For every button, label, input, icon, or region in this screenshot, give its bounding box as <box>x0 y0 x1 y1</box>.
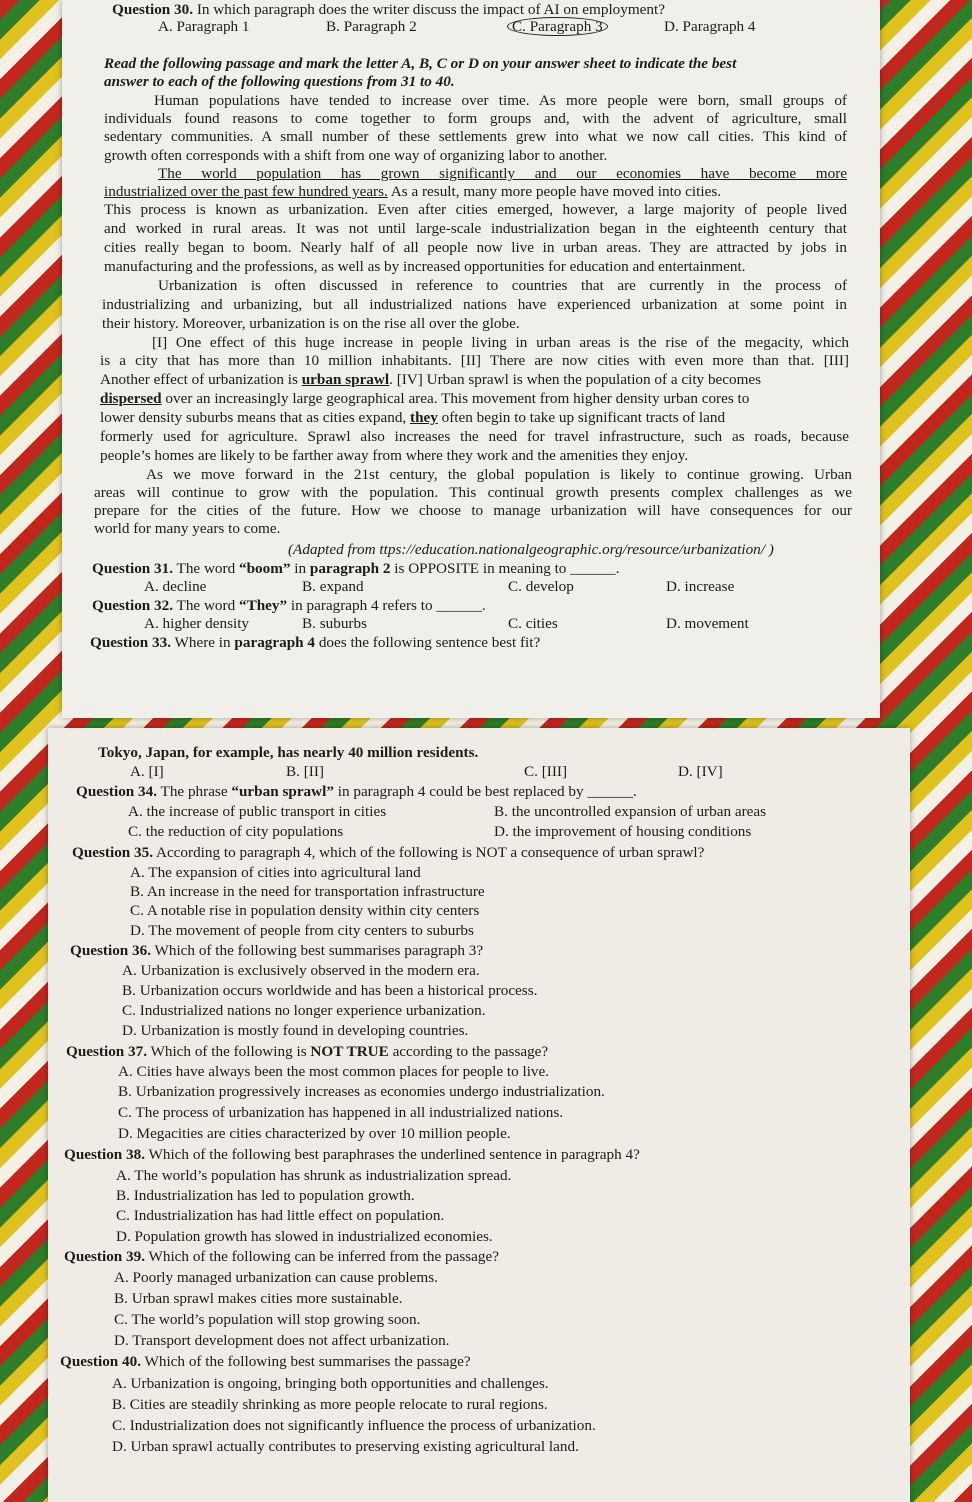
q33-option-c: C. [III] <box>524 763 568 780</box>
q32-option-a: A. higher density <box>144 615 250 632</box>
q34-option-c: C. the reduction of city populations <box>128 823 344 840</box>
question-39-stem: Question 39. Which of the following can be inferred from the passage? <box>64 1248 499 1265</box>
question-30-stem: Question 30. In which paragraph does the writer discuss the impact of AI on employment? <box>112 1 665 18</box>
q32-option-d: D. movement <box>666 615 749 632</box>
q38-option-c: C. Industrialization has had little effect on population. <box>116 1207 445 1224</box>
passage-p2-line: cities really began to boom. Nearly half of all people now live in urban areas. They are attracted by jobs in <box>104 239 847 256</box>
q37-option-a: A. Cities have always been the most common places for people to live. <box>118 1063 550 1080</box>
passage-p4-line: formerly used for agriculture. Sprawl also increases the need for travel infrastructure, such as roads, because <box>100 428 849 445</box>
passage-p1-line: growth often corresponds with a shift from one way of organizing labor to another. <box>104 147 608 164</box>
q34-option-b: B. the uncontrolled expansion of urban areas <box>494 803 767 820</box>
instructions-line-1: Read the following passage and mark the letter A, B, C or D on your answer sheet to indicate the best <box>104 55 737 72</box>
q30-option-b: B. Paragraph 2 <box>326 18 417 35</box>
exam-page-bottom <box>48 728 910 1502</box>
passage-p3-line: their history. Moreover, urbanization is on the rise all over the globe. <box>102 315 520 332</box>
q35-option-a: A. The expansion of cities into agricultural land <box>130 864 421 881</box>
question-40-stem: Question 40. Which of the following best summarises the passage? <box>60 1353 471 1370</box>
passage-p3-line: Urbanization is often discussed in reference to countries that are currently in the process of <box>158 277 847 294</box>
question-34-stem: Question 34. The phrase “urban sprawl” in paragraph 4 could be best replaced by ______. <box>76 783 637 800</box>
q36-option-c: C. Industrialized nations no longer experience urbanization. <box>122 1002 486 1019</box>
q39-option-d: D. Transport development does not affect urbanization. <box>114 1332 450 1349</box>
q36-option-d: D. Urbanization is mostly found in developing countries. <box>122 1022 469 1039</box>
q40-option-d: D. Urban sprawl actually contributes to preserving existing agricultural land. <box>112 1438 579 1455</box>
q36-option-a: A. Urbanization is exclusively observed in the modern era. <box>122 962 480 979</box>
passage-p4-line: dispersed over an increasingly large geographical area. This movement from higher density urban cores to <box>100 390 750 407</box>
q34-option-a: A. the increase of public transport in cities <box>128 803 387 820</box>
source-citation: (Adapted from ttps://education.nationalgeographic.org/resource/urbanization/ ) <box>288 541 774 558</box>
q37-option-b: B. Urbanization progressively increases as economies undergo industrialization. <box>118 1083 605 1100</box>
q38-option-d: D. Population growth has slowed in industrialized economies. <box>116 1228 493 1245</box>
question-31-stem: Question 31. The word “boom” in paragraph 2 is OPPOSITE in meaning to ______. <box>92 560 620 577</box>
exam-page-top <box>62 0 880 718</box>
q31-option-c: C. develop <box>508 578 574 595</box>
q37-option-c: C. The process of urbanization has happened in all industrialized nations. <box>118 1104 564 1121</box>
q39-option-c: C. The world’s population will stop growing soon. <box>114 1311 421 1328</box>
q40-option-c: C. Industrialization does not significantly influence the process of urbanization. <box>112 1417 596 1434</box>
q34-option-d: D. the improvement of housing conditions <box>494 823 752 840</box>
question-36-stem: Question 36. Which of the following best summarises paragraph 3? <box>70 942 484 959</box>
q31-option-d: D. increase <box>666 578 735 595</box>
passage-p4-line: is a city that has more than 10 million inhabitants. [II] There are now cities with even more than that. [III] <box>100 352 849 369</box>
passage-p5-line: As we move forward in the 21st century, the global population is likely to continue growing. Urban <box>146 466 852 483</box>
q38-option-a: A. The world’s population has shrunk as industrialization spread. <box>116 1167 512 1184</box>
q31-option-b: B. expand <box>302 578 364 595</box>
q30-option-c: C. Paragraph 3 <box>512 18 608 36</box>
passage-p4-line: [I] One effect of this huge increase in people living in urban areas is the rise of the megacity, which <box>152 334 849 351</box>
passage-p4-line: people’s homes are likely to be farther away from where they work and the amenities they enjoy. <box>100 447 689 464</box>
question-37-stem: Question 37. Which of the following is NOT TRUE according to the passage? <box>66 1043 549 1060</box>
passage-p2-line: and worked in rural areas. It was not until large-scale industrialization began in the eighteenth century that <box>104 220 847 237</box>
q35-option-c: C. A notable rise in population density within city centers <box>130 902 480 919</box>
passage-p3-line: industrializing and urbanizing, but all industrialized nations have experienced urbanization at some point in <box>102 296 847 313</box>
q37-option-d: D. Megacities are cities characterized by over 10 million people. <box>118 1125 511 1142</box>
passage-p4-line: lower density suburbs means that as cities expand, they often begin to take up significant tracts of land <box>100 409 726 426</box>
question-38-stem: Question 38. Which of the following best paraphrases the underlined sentence in paragraph 4? <box>64 1146 640 1163</box>
passage-p1-line: individuals found reasons to come together to form groups and, with the advent of agriculture, small <box>104 110 847 127</box>
q39-option-a: A. Poorly managed urbanization can cause problems. <box>114 1269 438 1286</box>
passage-p5-line: prepare for the cities of the future. How we choose to manage urbanization will have consequences for our <box>94 502 852 519</box>
q35-option-d: D. The movement of people from city centers to suburbs <box>130 922 474 939</box>
passage-p4-line: Another effect of urbanization is urban sprawl. [IV] Urban sprawl is when the population of a city becomes <box>100 371 762 388</box>
q33-option-d: D. [IV] <box>678 763 723 780</box>
q40-option-b: B. Cities are steadily shrinking as more people relocate to rural regions. <box>112 1396 548 1413</box>
passage-p2-underlined: The world population has grown significantly and our economies have become more <box>158 165 847 182</box>
q33-option-b: B. [II] <box>286 763 324 780</box>
question-35-stem: Question 35. According to paragraph 4, which of the following is NOT a consequence of urban sprawl? <box>72 844 705 861</box>
q32-option-c: C. cities <box>508 615 558 632</box>
q33-option-a: A. [I] <box>130 763 164 780</box>
q33-insert-sentence: Tokyo, Japan, for example, has nearly 40 million residents. <box>98 744 479 761</box>
question-33-stem: Question 33. Where in paragraph 4 does the following sentence best fit? <box>90 634 541 651</box>
passage-p1-line: sedentary communities. A small number of these settlements grew into what we now call cities. This kind of <box>104 128 847 145</box>
q40-option-a: A. Urbanization is ongoing, bringing both opportunities and challenges. <box>112 1375 549 1392</box>
q35-option-b: B. An increase in the need for transportation infrastructure <box>130 883 485 900</box>
passage-p2-line: industrialized over the past few hundred years. As a result, many more people have moved into cities. <box>104 183 722 200</box>
q38-option-b: B. Industrialization has led to population growth. <box>116 1187 415 1204</box>
q30-option-a: A. Paragraph 1 <box>158 18 250 35</box>
q31-option-a: A. decline <box>144 578 207 595</box>
q32-option-b: B. suburbs <box>302 615 367 632</box>
question-32-stem: Question 32. The word “They” in paragraph 4 refers to ______. <box>92 597 486 614</box>
passage-p5-line: areas will continue to grow with the population. This continual growth presents complex challenges as we <box>94 484 852 501</box>
passage-p2-line: manufacturing and the professions, as well as by increased opportunities for education and entertainment. <box>104 258 746 275</box>
passage-p2-line: This process is known as urbanization. Even after cities emerged, however, a large majority of people lived <box>104 201 847 218</box>
passage-p1-line: Human populations have tended to increase over time. As more people were born, small groups of <box>154 92 847 109</box>
passage-p5-line: world for many years to come. <box>94 520 281 537</box>
q36-option-b: B. Urbanization occurs worldwide and has been a historical process. <box>122 982 538 999</box>
q39-option-b: B. Urban sprawl makes cities more sustainable. <box>114 1290 403 1307</box>
instructions-line-2: answer to each of the following questions from 31 to 40. <box>104 73 455 90</box>
q30-option-d: D. Paragraph 4 <box>664 18 756 35</box>
